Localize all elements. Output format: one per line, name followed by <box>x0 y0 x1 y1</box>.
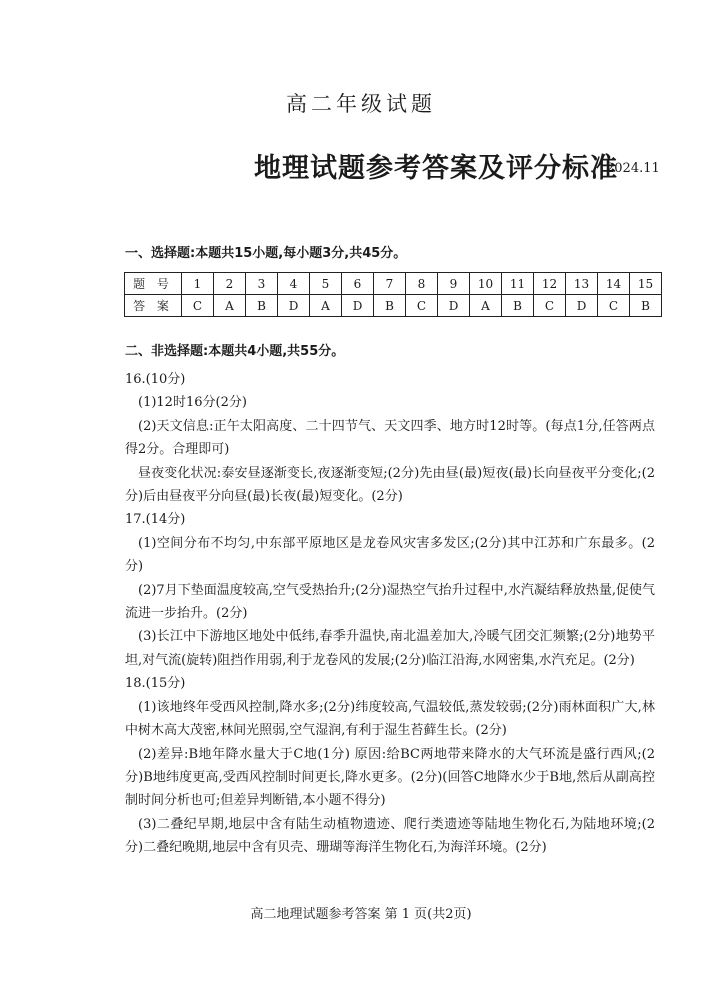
row-label-question-number: 题 号 <box>125 273 182 295</box>
section2-heading: 二、非选择题:本题共4小题,共55分。 <box>125 344 345 359</box>
q17-title: 17.(14分) <box>125 512 186 528</box>
question-number: 11 <box>502 273 534 295</box>
q18-answer-3: (3)二叠纪早期,地层中含有陆生动植物遗迹、爬行类遗迹等陆地生物化石,为陆地环境;(2分)二叠纪晚期,地层中含有贝壳、珊瑚等海洋生物化石,为海洋环境。(2分) <box>125 816 655 856</box>
answer-cell: B <box>502 295 534 317</box>
q18-answer-2: (2)差异:B地年降水量大于C地(1分) 原因:给BC两地带来降水的大气环流是盛行西风;(2分)B地纬度更高,受西风控制时间更长,降水更多。(2分)(回答C地降水少于B地,然后从副高控制时间分析也可;但差异判断错,本小题不得分) <box>125 746 655 809</box>
question-number: 7 <box>374 273 406 295</box>
answer-cell: D <box>438 295 470 317</box>
answer-cell: C <box>598 295 630 317</box>
question-number-row <box>125 273 662 295</box>
question-number: 6 <box>342 273 374 295</box>
q16-answer-1: (1)12时16分(2分) <box>138 395 247 411</box>
question-number: 1 <box>182 273 214 295</box>
document-title: 地理试题参考答案及评分标准 <box>254 153 618 184</box>
answer-cell: D <box>342 295 374 317</box>
question-number: 14 <box>598 273 630 295</box>
answer-table <box>124 272 662 317</box>
row-label-answer: 答 案 <box>125 295 182 317</box>
question-number: 13 <box>566 273 598 295</box>
page-footer: 高二地理试题参考答案 第 1 页(共2页) <box>250 907 472 922</box>
question-number: 5 <box>310 273 342 295</box>
question-number: 4 <box>278 273 310 295</box>
question-number: 9 <box>438 273 470 295</box>
answer-cell: D <box>566 295 598 317</box>
q16-answer-3: 昼夜变化状况:泰安昼逐渐变长,夜逐渐变短;(2分)先由昼(最)短夜(最)长向昼夜平分变化;(2分)后由昼夜平分向昼(最)长夜(最)短变化。(2分) <box>125 465 655 505</box>
answer-cell: B <box>374 295 406 317</box>
answer-content <box>125 368 655 860</box>
answer-cell: A <box>470 295 502 317</box>
answer-cell: A <box>214 295 246 317</box>
question-number: 2 <box>214 273 246 295</box>
answer-cell: C <box>534 295 566 317</box>
question-number: 15 <box>630 273 662 295</box>
answer-cell: B <box>246 295 278 317</box>
question-number: 12 <box>534 273 566 295</box>
q16-answer-2: (2)天文信息:正午太阳高度、二十四节气、天文四季、地方时12时等。(每点1分,任答两点得2分。合理即可) <box>125 418 655 458</box>
q17-answer-1: (1)空间分布不均匀,中东部平原地区是龙卷风灾害多发区;(2分)其中江苏和广东最多。(2分) <box>125 535 655 575</box>
answer-cell: D <box>278 295 310 317</box>
question-number: 10 <box>470 273 502 295</box>
q16-title: 16.(10分) <box>125 372 186 387</box>
answer-cell: A <box>310 295 342 317</box>
answer-cell: C <box>182 295 214 317</box>
q17-answer-2: (2)7月下垫面温度较高,空气受热抬升;(2分)湿热空气抬升过程中,水汽凝结释放热量,促使气流进一步抬升。(2分) <box>125 582 655 622</box>
section1-heading: 一、选择题:本题共15小题,每小题3分,共45分。 <box>125 246 407 261</box>
q18-answer-1: (1)该地终年受西风控制,降水多;(2分)纬度较高,气温较低,蒸发较弱;(2分)雨林面积广大,林中树木高大茂密,林间光照弱,空气湿润,有利于湿生苔藓生长。(2分) <box>125 699 655 739</box>
document-date: 2024.11 <box>606 161 660 176</box>
q18-title: 18.(15分) <box>125 676 186 692</box>
exam-grade-header: 高二年级试题 <box>286 92 436 116</box>
question-number: 8 <box>406 273 438 295</box>
answer-cell: B <box>630 295 662 317</box>
question-number: 3 <box>246 273 278 295</box>
q17-answer-3: (3)长江中下游地区地处中低纬,春季升温快,南北温差加大,冷暖气团交汇频繁;(2分)地势平坦,对气流(旋转)阻挡作用弱,利于龙卷风的发展;(2分)临江沿海,水网密集,水汽充足。(2分) <box>125 629 655 668</box>
answer-row <box>125 295 662 317</box>
answer-cell: C <box>406 295 438 317</box>
